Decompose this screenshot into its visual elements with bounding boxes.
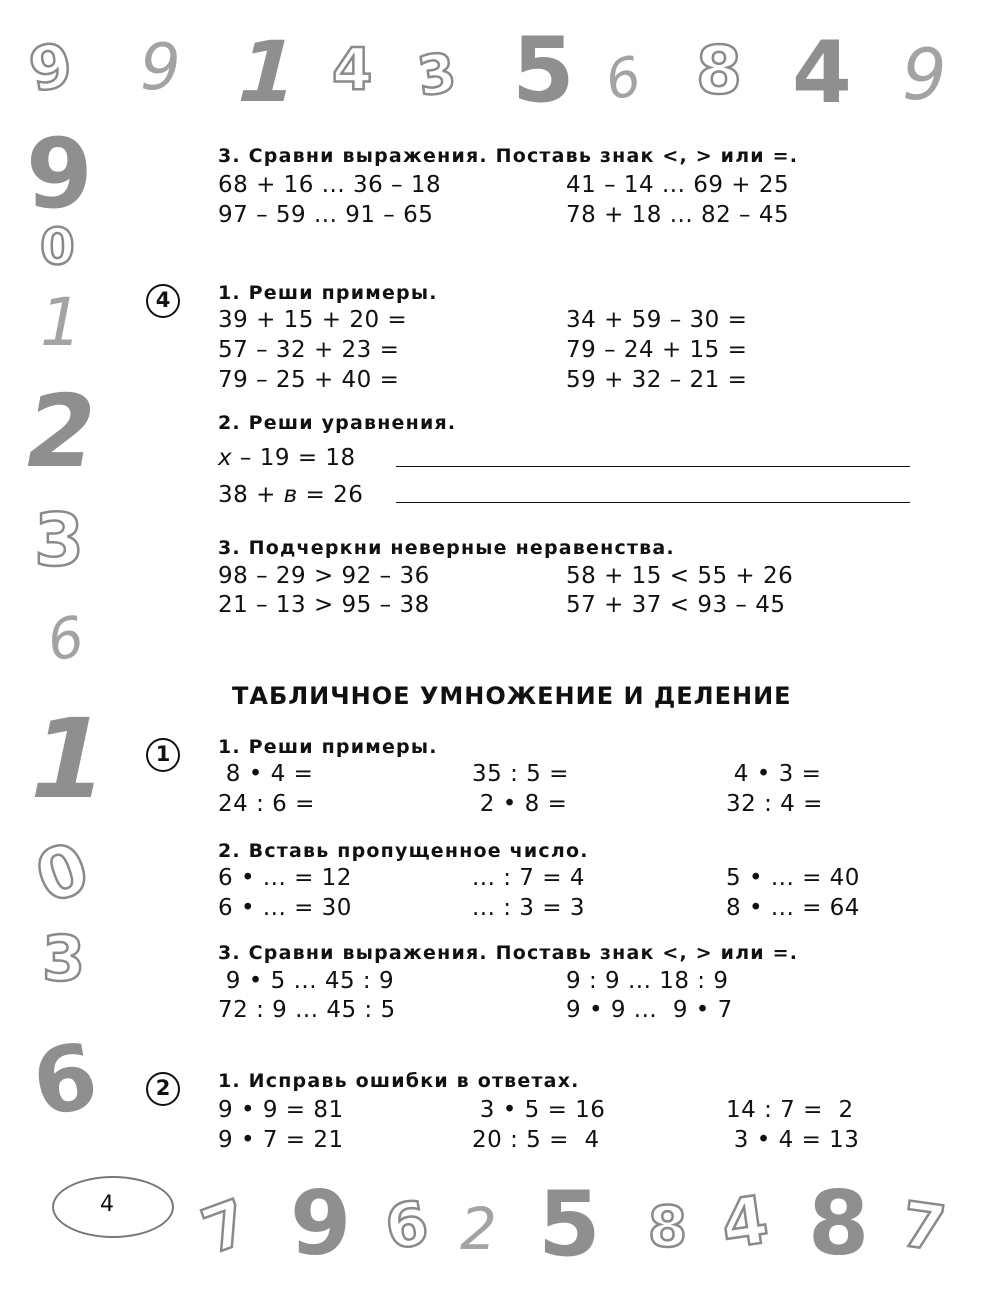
- expression: ... : 3 = 3: [472, 895, 585, 921]
- decor-numeral: 1: [40, 284, 82, 361]
- answer-line[interactable]: [396, 466, 910, 467]
- decor-numeral: 9: [24, 29, 78, 107]
- exercise-number-badge: 2: [146, 1072, 180, 1106]
- expression: 39 + 15 + 20 =: [218, 307, 408, 333]
- task-heading: 2. Вставь пропущенное число.: [218, 840, 589, 862]
- decor-numeral: 7: [897, 1187, 951, 1266]
- decor-numeral: 9: [26, 118, 93, 230]
- decor-numeral: 7: [192, 1184, 259, 1269]
- decor-numeral: 8: [808, 1172, 870, 1275]
- expression: 57 – 32 + 23 =: [218, 337, 400, 363]
- expression: ... : 7 = 4: [472, 865, 585, 891]
- expression: 9 • 7 = 21: [218, 1127, 344, 1153]
- expression: 72 : 9 ... 45 : 5: [218, 997, 396, 1023]
- decor-numeral: 4: [716, 1181, 774, 1264]
- expression: 24 : 6 =: [218, 791, 315, 817]
- inequality: 21 – 13 > 95 – 38: [218, 592, 430, 618]
- decor-numeral: 1: [16, 695, 121, 823]
- exercise-number-badge: 4: [146, 284, 180, 318]
- expression: 41 – 14 ... 69 + 25: [566, 172, 790, 198]
- decor-numeral: 9: [290, 1172, 352, 1275]
- expression: 14 : 7 = 2: [726, 1097, 854, 1123]
- decor-numeral: 3: [34, 498, 85, 582]
- expression: 35 : 5 =: [472, 761, 569, 787]
- decor-numeral: 0: [40, 218, 75, 276]
- task-heading: 1. Исправь ошибки в ответах.: [218, 1070, 580, 1092]
- expression: 9 • 5 ... 45 : 9: [218, 968, 395, 994]
- decor-numeral: 8: [648, 1195, 687, 1260]
- expression: 20 : 5 = 4: [472, 1127, 600, 1153]
- equation-prefix: 38 +: [218, 482, 284, 508]
- expression: 9 : 9 ... 18 : 9: [566, 968, 729, 994]
- decor-numeral: 8: [696, 32, 742, 109]
- expression: 3 • 4 = 13: [726, 1127, 860, 1153]
- decor-numeral: 4: [332, 35, 373, 103]
- task-heading: 2. Реши уравнения.: [218, 412, 457, 434]
- answer-line[interactable]: [396, 502, 910, 503]
- decor-numeral: 6: [42, 604, 89, 675]
- expression: 59 + 32 – 21 =: [566, 367, 748, 393]
- section-title: ТАБЛИЧНОЕ УМНОЖЕНИЕ И ДЕЛЕНИЕ: [232, 682, 792, 710]
- expression: 3 • 5 = 16: [472, 1097, 606, 1123]
- decor-numeral: 6: [599, 44, 647, 113]
- task-heading: 3. Сравни выражения. Поставь знак <, > или =.: [218, 145, 799, 167]
- equation: [218, 482, 363, 508]
- decor-numeral: 5: [538, 1172, 601, 1277]
- expression: 79 – 25 + 40 =: [218, 367, 400, 393]
- expression: 9 • 9 = 81: [218, 1097, 344, 1123]
- expression: 8 • 4 =: [218, 761, 314, 787]
- decor-numeral: 1: [225, 23, 309, 121]
- inequality: 98 – 29 > 92 – 36: [218, 563, 430, 589]
- decor-numeral: 2: [460, 1195, 497, 1263]
- decor-numeral: 9: [902, 34, 947, 116]
- expression: 4 • 3 =: [726, 761, 822, 787]
- exercise-number-badge: 1: [146, 738, 180, 772]
- equation-variable: в: [283, 482, 298, 508]
- task-heading: 3. Сравни выражения. Поставь знак <, > или =.: [218, 942, 799, 964]
- decor-numeral: 6: [25, 1023, 106, 1138]
- decor-numeral: 5: [512, 18, 575, 123]
- decor-numeral: 2: [15, 373, 106, 490]
- expression: 78 + 18 ... 82 – 45: [566, 202, 790, 228]
- equation-rest: = 26: [297, 482, 364, 508]
- expression: 2 • 8 =: [472, 791, 568, 817]
- expression: 34 + 59 – 30 =: [566, 307, 748, 333]
- expression: 8 • ... = 64: [726, 895, 860, 921]
- decor-numeral: 3: [413, 40, 460, 109]
- inequality: 58 + 15 < 55 + 26: [566, 563, 794, 589]
- task-heading: 1. Реши примеры.: [218, 282, 438, 304]
- expression: 6 • ... = 12: [218, 865, 352, 891]
- equation-rest: – 19 = 18: [232, 445, 356, 471]
- decor-numeral: 3: [42, 922, 86, 995]
- equation: [218, 445, 356, 471]
- expression: 6 • ... = 30: [218, 895, 352, 921]
- task-heading: 1. Реши примеры.: [218, 736, 438, 758]
- decor-numeral: 9: [140, 31, 181, 105]
- decor-numeral: 6: [380, 1187, 434, 1265]
- task-heading: 3. Подчеркни неверные неравенства.: [218, 537, 675, 559]
- equation-variable: x: [218, 445, 233, 471]
- expression: 79 – 24 + 15 =: [566, 337, 748, 363]
- decor-numeral: 0: [25, 826, 100, 920]
- decor-numeral: 4: [792, 23, 852, 123]
- inequality: 57 + 37 < 93 – 45: [566, 592, 786, 618]
- page-number: 4: [100, 1192, 114, 1217]
- expression: 9 • 9 ... 9 • 7: [566, 997, 733, 1023]
- expression: 5 • ... = 40: [726, 865, 860, 891]
- expression: 97 – 59 ... 91 – 65: [218, 202, 434, 228]
- expression: 68 + 16 ... 36 – 18: [218, 172, 442, 198]
- expression: 32 : 4 =: [726, 791, 823, 817]
